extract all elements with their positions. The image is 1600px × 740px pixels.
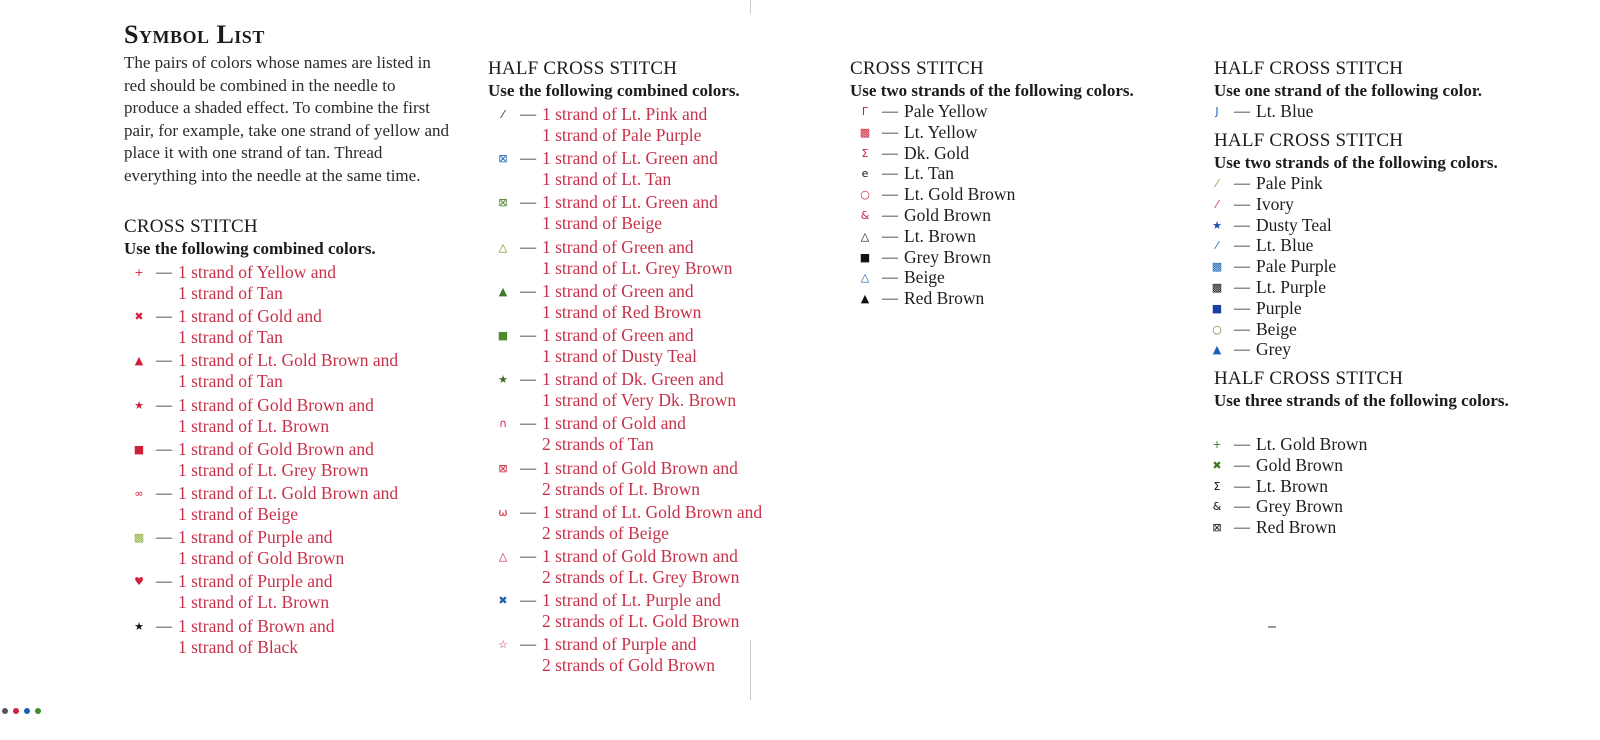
dash: —: [156, 396, 172, 414]
list-item: [1206, 173, 1323, 194]
entry-line-2: 2 strands of Lt. Brown: [542, 478, 700, 499]
dash: —: [882, 103, 898, 120]
entry-line-2: 1 strand of Dusty Teal: [542, 346, 697, 366]
entry-text: [178, 527, 344, 569]
entry-label: Grey Brown: [904, 246, 991, 267]
fold-mark-top: [750, 0, 751, 14]
dash: —: [882, 207, 898, 224]
list-item: [854, 205, 991, 226]
entry-line-2: 1 strand of Tan: [178, 283, 283, 303]
symbol-icon: &: [1212, 500, 1222, 514]
section-title: CROSS STITCH: [850, 58, 984, 79]
dash: —: [1234, 498, 1250, 516]
list-item: [492, 325, 697, 367]
list-item: [128, 395, 374, 437]
entry-line-1: 1 strand of Gold Brown and: [178, 394, 374, 415]
list-item: [492, 502, 762, 544]
symbol-icon: △: [860, 229, 870, 243]
entry-label: Lt. Gold Brown: [904, 184, 1016, 205]
list-item: [492, 458, 738, 500]
entry-line-2: 1 strand of Red Brown: [542, 301, 702, 322]
entry-label: Red Brown: [1256, 517, 1337, 538]
entry-label: Purple: [1256, 297, 1302, 318]
entry-text: [542, 369, 736, 411]
dash: —: [1234, 258, 1250, 276]
symbol-icon: Σ: [861, 146, 869, 160]
entry-line-2: 1 strand of Gold Brown: [178, 548, 345, 569]
list-item: [492, 192, 718, 234]
dash: —: [520, 548, 536, 565]
entry-line-1: 1 strand of Lt. Pink and: [542, 104, 708, 124]
symbol-icon: ○: [860, 188, 870, 202]
list-item: [128, 350, 398, 392]
entry-text: [178, 395, 374, 437]
dash: —: [882, 227, 898, 245]
entry-label: Lt. Yellow: [904, 121, 978, 142]
section-subtitle: Use two strands of the following colors.: [850, 81, 1134, 100]
symbol-icon: e: [861, 167, 869, 181]
symbol-icon: +: [134, 266, 144, 279]
entry-text: [542, 413, 686, 455]
symbol-icon: ⁄: [1216, 177, 1218, 190]
half-one-header: [1214, 58, 1482, 102]
list-item: [492, 369, 736, 411]
dash: —: [1234, 175, 1250, 192]
symbol-icon: ▲: [860, 292, 870, 306]
entry-label: Pale Pink: [1256, 173, 1323, 193]
entry-label: Red Brown: [904, 288, 985, 309]
dash: —: [1234, 456, 1250, 474]
list-item: [1206, 215, 1332, 236]
dash: —: [520, 238, 536, 256]
entry-text: [178, 262, 336, 304]
list-item: [492, 104, 707, 146]
symbol-icon: Γ: [861, 105, 869, 118]
entry-label: Lt. Blue: [1256, 101, 1314, 121]
half-three-header: [1214, 368, 1514, 412]
dash: —: [882, 165, 898, 183]
dash: —: [520, 415, 536, 433]
entry-line-1: 1 strand of Green and: [542, 236, 694, 257]
section-subtitle: Use three strands of the following colors.: [1214, 391, 1509, 410]
symbol-icon: ▩: [1211, 281, 1223, 294]
entry-text: [542, 634, 715, 676]
symbol-icon: ▩: [859, 125, 871, 139]
list-item: [492, 413, 686, 455]
symbol-icon: ⁄: [1216, 239, 1218, 253]
symbol-icon: Σ: [1213, 479, 1221, 493]
entry-line-1: 1 strand of Purple and: [542, 634, 697, 655]
symbol-icon: ∞: [134, 487, 144, 500]
page-title: Symbol List: [124, 20, 265, 49]
entry-label: Grey: [1256, 339, 1291, 360]
entry-line-1: 1 strand of Green and: [542, 325, 694, 345]
entry-text: [178, 483, 398, 525]
entry-text: [542, 502, 762, 544]
symbol-icon: ■: [497, 329, 509, 342]
entry-line-2: 1 strand of Beige: [542, 213, 663, 234]
entry-line-1: 1 strand of Gold Brown and: [178, 438, 374, 459]
entry-label: Lt. Purple: [1256, 277, 1326, 297]
list-item: [854, 288, 984, 309]
color-dot: [2, 708, 8, 714]
entry-text: [178, 616, 335, 658]
symbol-icon: ⊠: [498, 152, 508, 166]
dash: —: [156, 308, 172, 326]
dash: —: [520, 194, 536, 212]
list-item: [1206, 256, 1336, 277]
entry-line-2: 1 strand of Beige: [178, 504, 299, 524]
cross-two-header: [850, 58, 1134, 102]
list-item: [1206, 517, 1336, 538]
symbol-icon: ⁄: [502, 108, 504, 121]
symbol-icon: ■: [859, 250, 871, 264]
entry-text: [542, 325, 697, 367]
entry-text: [178, 571, 333, 613]
list-item: [492, 590, 739, 632]
dash: —: [882, 144, 898, 162]
entry-line-1: 1 strand of Green and: [542, 280, 694, 301]
fold-mark-bottom: [750, 640, 751, 700]
symbol-icon: ⊠: [498, 196, 508, 210]
dash: —: [520, 106, 536, 123]
entry-line-1: 1 strand of Lt. Gold Brown and: [542, 501, 763, 522]
color-dot: [13, 708, 19, 714]
entry-label: Gold Brown: [904, 205, 992, 225]
entry-line-1: 1 strand of Gold and: [178, 306, 322, 327]
symbol-icon: ★: [134, 619, 144, 633]
dash: —: [1234, 103, 1250, 120]
entry-text: [542, 237, 733, 279]
symbol-icon: ✖: [498, 594, 508, 608]
list-item: [854, 163, 954, 184]
entry-line-2: 2 strands of Beige: [542, 522, 669, 543]
list-item: [1206, 298, 1302, 319]
list-item: [854, 247, 991, 268]
cross-combined-header: [124, 216, 376, 260]
list-item: [854, 226, 976, 247]
symbol-icon: ★: [498, 373, 508, 387]
symbol-icon: ⊠: [498, 461, 508, 475]
entry-text: [542, 590, 739, 632]
entry-text: [542, 104, 707, 146]
section-title: HALF CROSS STITCH: [1214, 130, 1404, 151]
entry-line-2: 1 strand of Tan: [178, 371, 283, 392]
entry-line-2: 1 strand of Black: [178, 636, 299, 657]
symbol-icon: ⊠: [1212, 521, 1222, 535]
entry-line-1: 1 strand of Brown and: [178, 615, 335, 636]
entry-text: [178, 350, 398, 392]
list-item: [854, 143, 969, 164]
entry-label: Dk. Gold: [904, 142, 970, 163]
entry-label: Dusty Teal: [1256, 214, 1332, 235]
dash: —: [156, 352, 172, 370]
symbol-icon: ✖: [134, 310, 144, 324]
dash: —: [156, 485, 172, 502]
list-item: [854, 122, 977, 143]
entry-line-2: 1 strand of Very Dk. Brown: [542, 390, 737, 411]
section-subtitle: Use one strand of the following color.: [1214, 81, 1483, 100]
list-item: [854, 101, 988, 122]
dash: —: [1234, 436, 1250, 453]
dash: —: [156, 264, 172, 281]
entry-line-1: 1 strand of Purple and: [178, 571, 333, 592]
dash: —: [520, 150, 536, 168]
dash: —: [520, 592, 536, 610]
list-item: [128, 439, 374, 481]
entry-label: Pale Yellow: [904, 101, 988, 121]
list-item: [128, 616, 335, 658]
list-item: [492, 634, 715, 676]
symbol-icon: ▩: [133, 531, 145, 545]
symbol-icon: △: [498, 240, 508, 254]
dash: —: [882, 290, 898, 308]
dash: —: [1234, 279, 1250, 296]
entry-line-1: 1 strand of Purple and: [178, 527, 333, 548]
symbol-icon: △: [860, 271, 870, 285]
list-item: [492, 237, 733, 279]
entry-line-1: 1 strand of Gold Brown and: [542, 457, 738, 478]
symbol-icon: ★: [1212, 218, 1222, 232]
half-combined-header: [488, 58, 740, 102]
entry-text: [542, 546, 739, 588]
symbol-icon: ★: [134, 398, 144, 412]
symbol-icon: ∩: [498, 417, 508, 431]
list-item: [128, 262, 336, 304]
list-item: [854, 267, 945, 288]
list-item: [128, 483, 398, 525]
entry-line-2: 2 strands of Lt. Grey Brown: [542, 567, 740, 587]
entry-text: [542, 458, 738, 500]
entry-text: [542, 192, 718, 234]
symbol-icon: ▩: [1211, 260, 1223, 274]
dash: —: [520, 371, 536, 389]
entry-line-1: 1 strand of Lt. Green and: [542, 148, 718, 169]
list-item: [1206, 194, 1294, 215]
entry-line-2: 1 strand of Pale Purple: [542, 125, 702, 145]
list-item: [1206, 496, 1343, 517]
entry-line-2: 2 strands of Lt. Gold Brown: [542, 611, 740, 632]
symbol-icon: ○: [1212, 322, 1222, 336]
dash: —: [1234, 477, 1250, 495]
entry-label: Ivory: [1256, 193, 1294, 214]
scan-speck: [1268, 626, 1276, 628]
entry-text: [542, 281, 701, 323]
entry-line-1: 1 strand of Lt. Green and: [542, 192, 718, 213]
symbol-icon: ⁄: [1216, 197, 1218, 211]
section-title: HALF CROSS STITCH: [488, 58, 678, 79]
entry-line-2: 1 strand of Lt. Grey Brown: [542, 257, 733, 278]
list-item: [1206, 277, 1326, 298]
symbol-icon: ■: [133, 442, 145, 456]
dash: —: [520, 503, 536, 521]
symbol-icon: ▲: [498, 284, 508, 298]
entry-label: Lt. Blue: [1256, 235, 1314, 256]
entry-label: Lt. Brown: [1256, 475, 1328, 496]
color-dot: [35, 708, 41, 714]
entry-line-1: 1 strand of Lt. Purple and: [542, 590, 721, 611]
list-item: [1206, 235, 1313, 256]
entry-line-1: 1 strand of Gold Brown and: [542, 546, 738, 566]
symbol-icon: ✖: [1212, 458, 1222, 472]
section-title: HALF CROSS STITCH: [1214, 58, 1404, 79]
dash: —: [882, 248, 898, 266]
dash: —: [1234, 216, 1250, 234]
dash: —: [156, 440, 172, 458]
section-subtitle: Use the following combined colors.: [124, 239, 376, 258]
list-item: [492, 148, 718, 190]
entry-label: Grey Brown: [1256, 496, 1343, 517]
dash: —: [1234, 299, 1250, 317]
list-item: [1206, 476, 1328, 497]
entry-line-1: 1 strand of Yellow and: [178, 262, 336, 282]
entry-line-2: 1 strand of Lt. Tan: [542, 169, 672, 190]
entry-text: [178, 306, 322, 348]
entry-line-2: 1 strand of Lt. Brown: [178, 592, 330, 613]
dash: —: [520, 459, 536, 477]
half-two-header: [1214, 130, 1498, 174]
entry-label: Pale Purple: [1256, 256, 1337, 277]
section-subtitle: Use the following combined colors.: [488, 81, 740, 100]
dash: —: [882, 186, 898, 204]
dash: —: [156, 529, 172, 547]
entry-line-1: 1 strand of Gold and: [542, 413, 686, 434]
dash: —: [156, 617, 172, 635]
section-title: HALF CROSS STITCH: [1214, 368, 1404, 389]
list-item: [128, 571, 333, 613]
entry-line-1: 1 strand of Lt. Gold Brown and: [178, 483, 399, 503]
symbol-icon: ♥: [134, 575, 144, 589]
entry-label: Beige: [904, 267, 945, 288]
dash: —: [520, 327, 536, 344]
color-dot: [24, 708, 30, 714]
dash: —: [882, 269, 898, 287]
entry-label: Lt. Brown: [904, 225, 976, 246]
symbol-icon: ☆: [498, 638, 508, 652]
symbol-icon: +: [1212, 438, 1222, 451]
list-item: [1206, 434, 1367, 455]
symbol-icon: △: [498, 550, 508, 563]
entry-line-2: 2 strands of Gold Brown: [542, 655, 716, 676]
entry-label: Lt. Gold Brown: [1256, 434, 1368, 454]
entry-text: [542, 148, 718, 190]
entry-line-1: 1 strand of Lt. Gold Brown and: [178, 350, 399, 371]
dash: —: [882, 123, 898, 141]
list-item: [1206, 339, 1291, 360]
entry-line-2: 2 strands of Tan: [542, 434, 654, 455]
dash: —: [520, 282, 536, 300]
symbol-icon: &: [860, 209, 870, 222]
entry-text: [178, 439, 374, 481]
list-item: [1206, 101, 1313, 122]
section-subtitle: Use two strands of the following colors.: [1214, 153, 1498, 172]
intro-paragraph: The pairs of colors whose names are listed in red should be combined in the needle to produce a shaded effect. To combine the first pair, for example, take one strand of yellow and place it with one strand of tan. Thread everything into the needle at the same time.: [124, 53, 450, 185]
entry-line-2: 1 strand of Tan: [178, 327, 283, 348]
symbol-icon: ω: [498, 505, 508, 519]
list-item: [492, 546, 739, 588]
dash: —: [1234, 320, 1250, 338]
list-item: [128, 306, 322, 348]
entry-line-1: 1 strand of Dk. Green and: [542, 369, 724, 390]
list-item: [128, 527, 344, 569]
section-title: CROSS STITCH: [124, 216, 258, 237]
symbol-icon: ■: [1211, 301, 1223, 315]
dash: —: [1234, 237, 1250, 255]
list-item: [1206, 455, 1343, 476]
entry-line-2: 1 strand of Lt. Grey Brown: [178, 459, 369, 480]
dash: —: [520, 636, 536, 654]
symbol-icon: ▲: [134, 354, 144, 368]
dash: —: [156, 573, 172, 591]
dash: —: [1234, 195, 1250, 213]
list-item: [1206, 319, 1297, 340]
list-item: [854, 184, 1015, 205]
dash: —: [1234, 519, 1250, 537]
entry-line-2: 1 strand of Lt. Brown: [178, 415, 330, 436]
dash: —: [1234, 341, 1250, 359]
symbol-icon: ▲: [1212, 343, 1222, 357]
entry-label: Beige: [1256, 318, 1297, 339]
list-item: [492, 281, 701, 323]
entry-label: Lt. Tan: [904, 163, 954, 184]
symbol-icon: J: [1215, 105, 1219, 118]
entry-label: Gold Brown: [1256, 454, 1344, 475]
